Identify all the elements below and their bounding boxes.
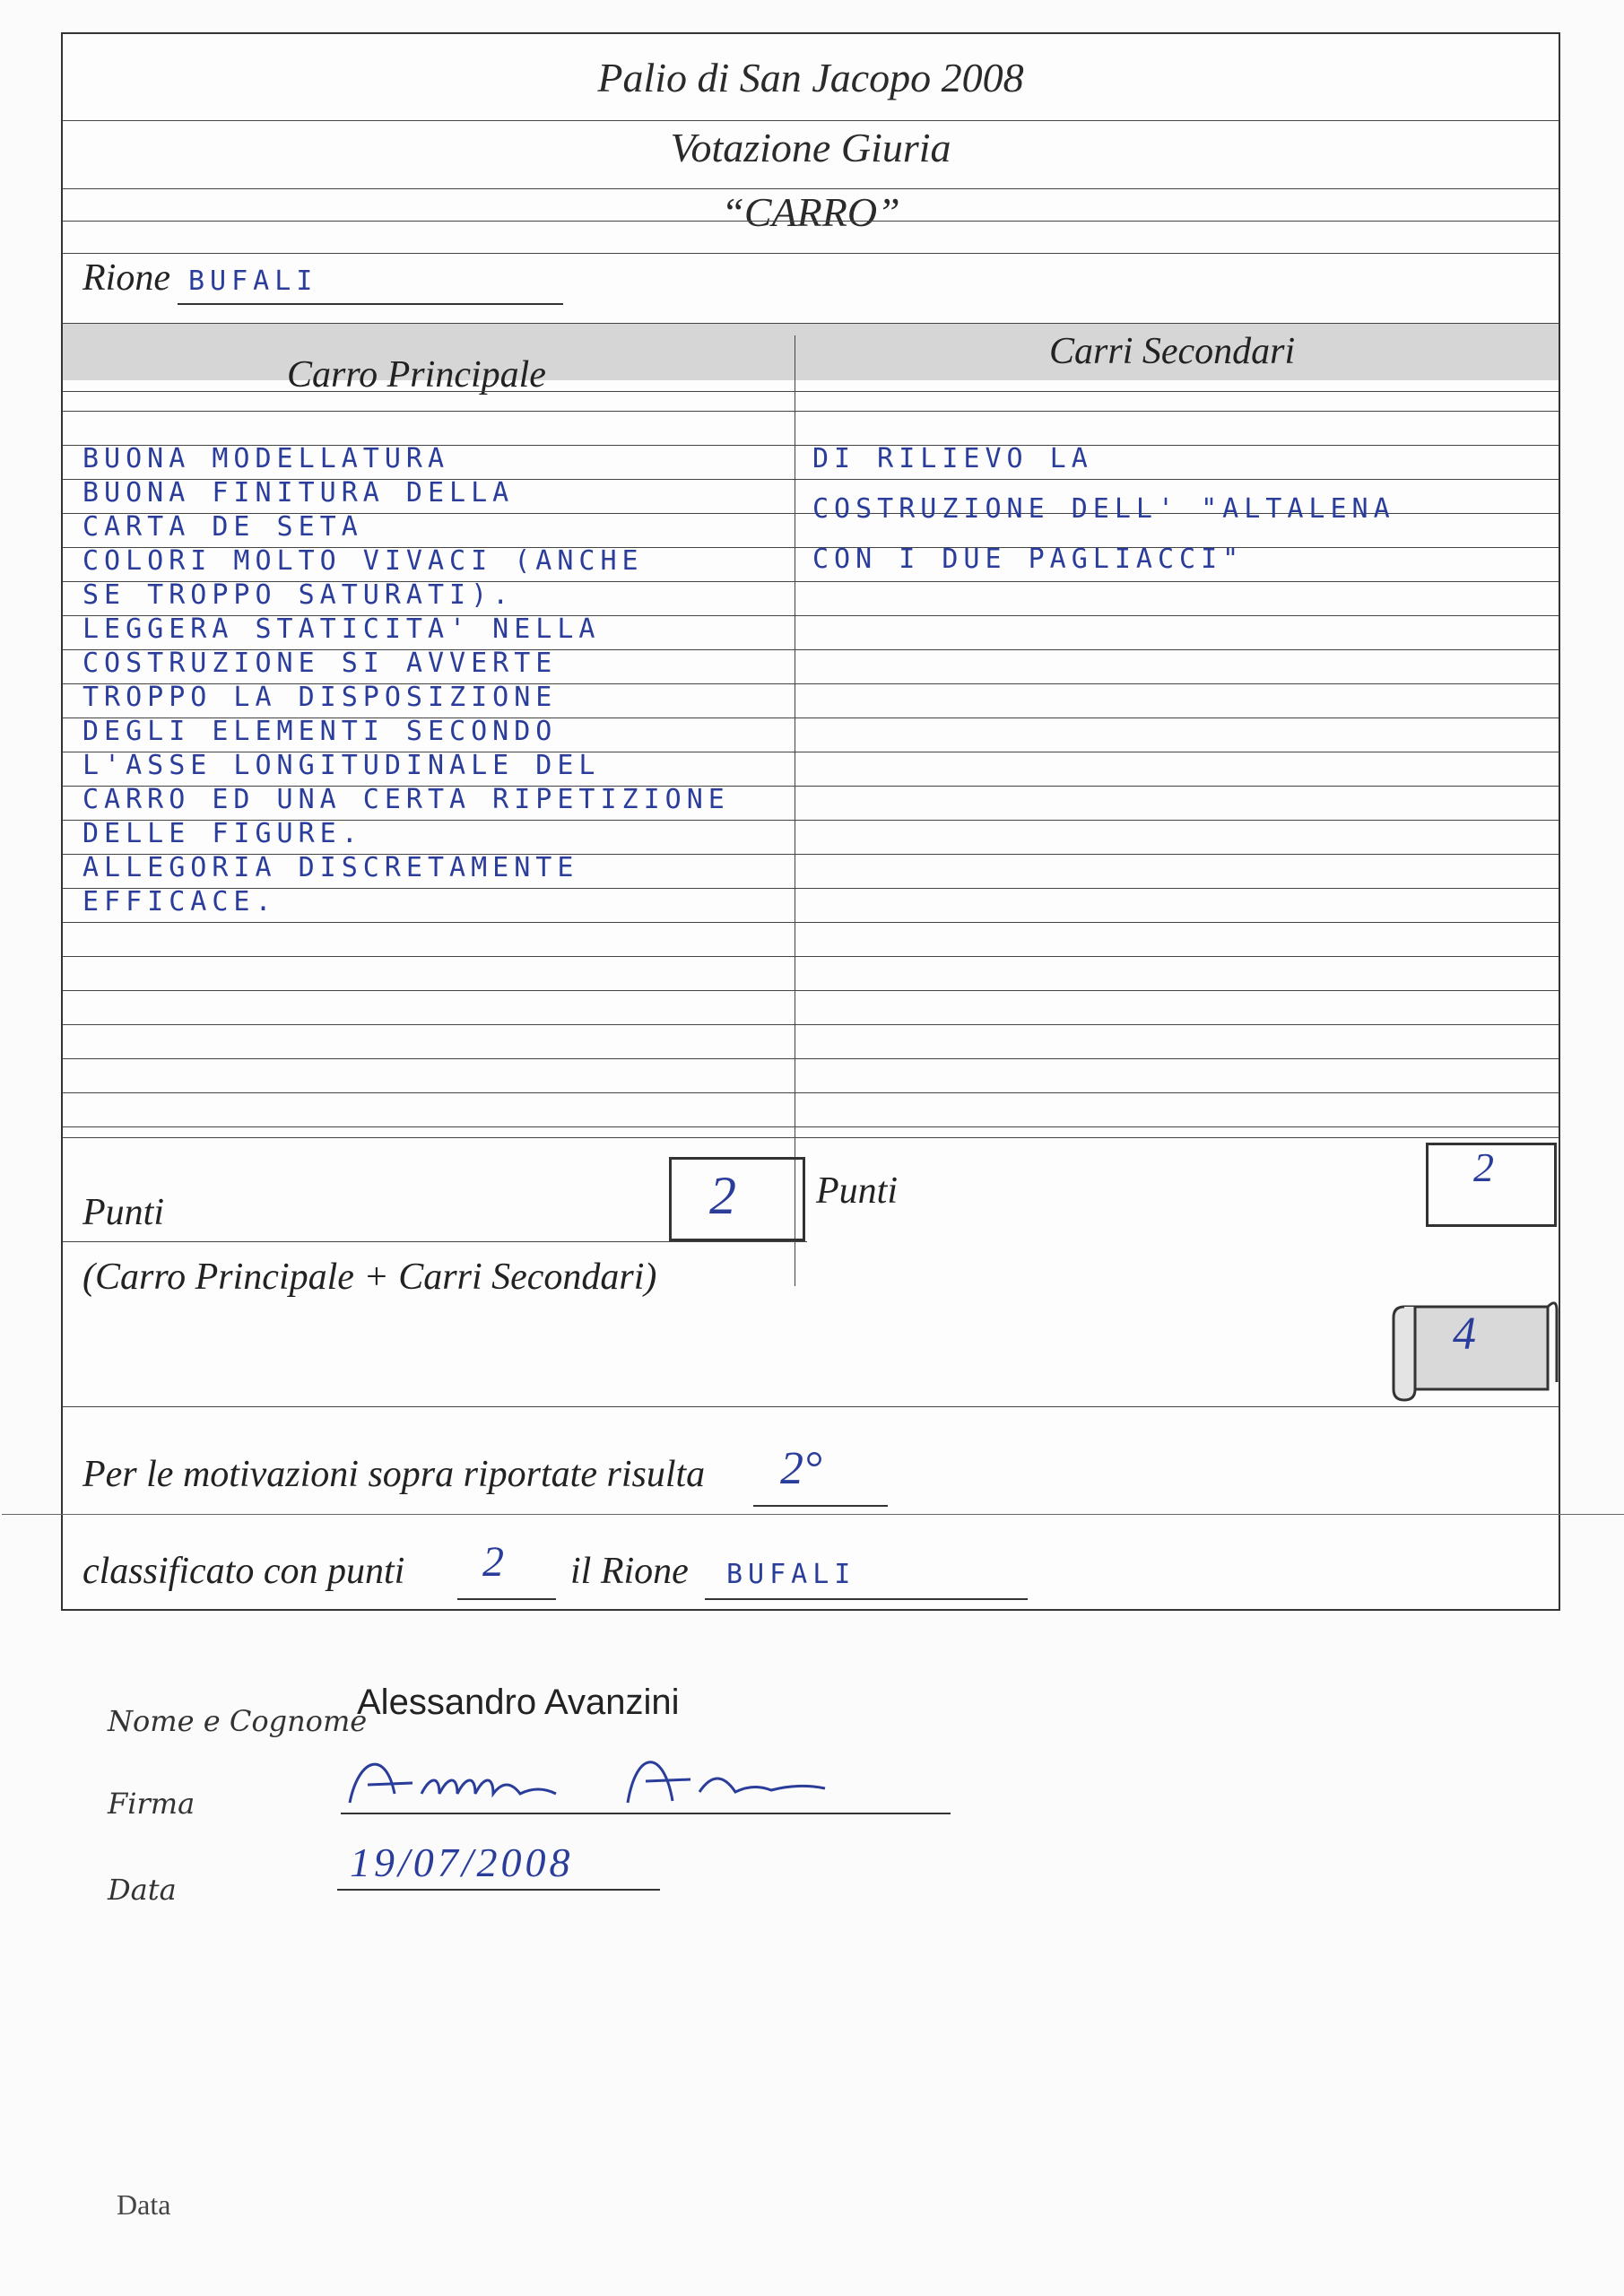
carri-secondari-header: Carri Secondari [1049, 331, 1296, 372]
result-points: 2 [482, 1538, 504, 1586]
date-value: 19/07/2008 [350, 1839, 574, 1885]
jury-form [61, 32, 1560, 1611]
principal-note-line: COLORI MOLTO VIVACI (ANCHE [83, 545, 644, 577]
principal-note-line: EFFICACE. [83, 886, 277, 918]
ruled-line [63, 888, 1559, 889]
place-underline [753, 1505, 888, 1507]
punti-right-box [1426, 1143, 1557, 1227]
form-title: Palio di San Jacopo 2008 [597, 55, 1024, 100]
name-value: Alessandro Avanzini [357, 1683, 680, 1722]
principal-note-line: LEGGERA STATICITA' NELLA [83, 613, 601, 645]
form-category: “CARRO” [721, 189, 900, 235]
ruled-line [63, 411, 1559, 412]
secondary-note-line: DI RILIEVO LA [812, 443, 1093, 474]
principal-note-line: TROPPO LA DISPOSIZIONE [83, 682, 558, 713]
secondary-note-line: COSTRUZIONE DELL' "ALTALENA [812, 493, 1395, 525]
rione-value: BUFALI [188, 265, 318, 297]
ruled-line [63, 1126, 1559, 1127]
principal-note-line: BUONA FINITURA DELLA [83, 477, 515, 509]
name-label: Nome e Cognome [108, 1704, 368, 1738]
divider [63, 1241, 807, 1242]
principal-note-line: BUONA MODELLATURA [83, 443, 450, 474]
ruled-line [63, 1058, 1559, 1059]
divider [2, 1514, 1624, 1515]
total-value: 4 [1453, 1309, 1476, 1360]
ruled-line [63, 956, 1559, 957]
divider [63, 120, 1559, 121]
secondary-note-line: CON I DUE PAGLIACCI" [812, 544, 1245, 575]
punti-left-box [669, 1157, 805, 1241]
principal-note-line: CARTA DE SETA [83, 511, 363, 543]
punti-left-value: 2 [709, 1166, 736, 1225]
divider [63, 391, 1559, 392]
principal-note-line: COSTRUZIONE SI AVVERTE [83, 648, 558, 679]
ruled-line [63, 1092, 1559, 1093]
carro-principale-header: Carro Principale [287, 354, 546, 396]
rione-result-underline [705, 1598, 1028, 1600]
principal-note-line: L'ASSE LONGITUDINALE DEL [83, 750, 601, 781]
principal-note-line: DELLE FIGURE. [83, 818, 363, 849]
divider [63, 221, 1559, 222]
punti-right-label: Punti [816, 1170, 898, 1212]
result-line2-prefix: classificato con punti [83, 1551, 405, 1592]
footer-data-label: Data [117, 2188, 171, 2221]
divider [63, 1406, 1559, 1407]
principal-note-line: ALLEGORIA DISCRETAMENTE [83, 852, 579, 883]
result-line1-text: Per le motivazioni sopra riportate risulta [83, 1454, 706, 1495]
divider [63, 253, 1559, 254]
firma-label: Firma [108, 1787, 195, 1821]
points-underline [457, 1598, 556, 1600]
form-subtitle: Votazione Giuria [670, 125, 951, 170]
ruled-line [63, 1024, 1559, 1025]
divider [63, 1137, 1559, 1138]
rione-underline [178, 303, 563, 305]
sum-label: (Carro Principale + Carri Secondari) [83, 1257, 657, 1298]
principal-note-line: DEGLI ELEMENTI SECONDO [83, 716, 558, 747]
signature-icon [332, 1740, 960, 1821]
result-rione: BUFALI [726, 1559, 856, 1590]
ruled-line [63, 922, 1559, 923]
place-value: 2° [780, 1443, 822, 1494]
date-underline [337, 1889, 660, 1891]
punti-right-value: 2 [1473, 1144, 1494, 1190]
result-line2-mid: il Rione [570, 1551, 689, 1592]
punti-left-label: Punti [83, 1192, 164, 1233]
divider [63, 323, 1559, 324]
principal-note-line: CARRO ED UNA CERTA RIPETIZIONE [83, 784, 730, 815]
principal-note-line: SE TROPPO SATURATI). [83, 579, 515, 611]
ruled-line [63, 990, 1559, 991]
rione-label: Rione [83, 257, 170, 299]
data-label: Data [108, 1873, 177, 1907]
